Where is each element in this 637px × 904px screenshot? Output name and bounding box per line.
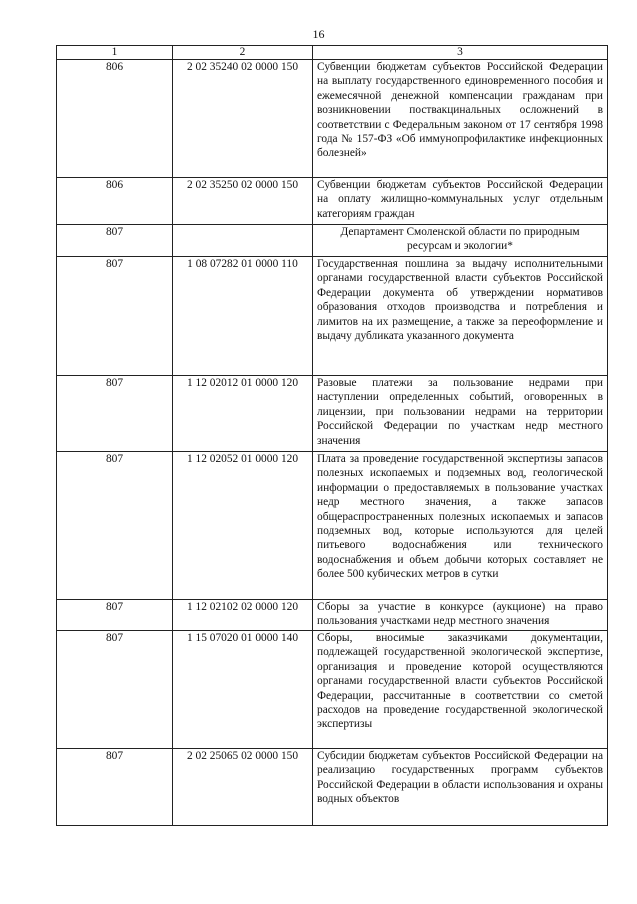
description-cell: Субсидии бюджетам субъектов Российской Федерации на реализацию государственных программ субъектов Российской Федерации в области использования и охраны водных объектов: [313, 749, 608, 826]
budget-code-cell: 2 02 35250 02 0000 150: [173, 178, 313, 225]
budget-code-cell: 1 12 02102 02 0000 120: [173, 600, 313, 631]
description-cell: Субвенции бюджетам субъектов Российской Федерации на выплату государственного единовременного пособия и ежемесячной денежной компенсации гражданам при возникновении поствакцинальных осложнений в соответствии с Федеральным законом от 17 сентября 1998 года № 157-ФЗ «Об иммунопрофилактике инфекционных болезней»: [313, 60, 608, 178]
description-cell: Сборы за участие в конкурсе (аукционе) на право пользования участками недр местного значения: [313, 600, 608, 631]
table-row: [57, 178, 608, 225]
column-header-2: 2: [173, 46, 313, 60]
description-cell: Государственная пошлина за выдачу исполнительными органами государственной власти субъектов Российской Федерации документа об утверждении нормативов образования отходов производства и потребления и лимитов на их размещение, а также за переоформление и выдачу дубликата указанного документа: [313, 257, 608, 376]
description-cell: Сборы, вносимые заказчиками документации, подлежащей государственной экологической экспертизе, организация и проведение которой осуществляются органами государственной власти субъектов Российской Федерации, рассчитанные в соответствии со сметой расходов на проведение государственной экологической экспертизы: [313, 631, 608, 749]
budget-code-cell: 1 15 07020 01 0000 140: [173, 631, 313, 749]
admin-code-cell: 807: [57, 749, 173, 826]
description-cell: Субвенции бюджетам субъектов Российской Федерации на оплату жилищно-коммунальных услуг отдельным категориям граждан: [313, 178, 608, 225]
table-header-row: [57, 46, 608, 60]
column-header-1: 1: [57, 46, 173, 60]
admin-code-cell: 807: [57, 376, 173, 452]
table-row: [57, 376, 608, 452]
table-row: [57, 225, 608, 257]
description-cell: Разовые платежи за пользование недрами при наступлении определенных событий, оговоренных в лицензии, при пользовании недрами на территории Российской Федерации по участкам недр местного значения: [313, 376, 608, 452]
revenue-codes-table: [56, 45, 608, 826]
budget-code-cell: 1 12 02012 01 0000 120: [173, 376, 313, 452]
budget-code-cell: [173, 225, 313, 257]
budget-code-cell: 2 02 35240 02 0000 150: [173, 60, 313, 178]
admin-code-cell: 806: [57, 178, 173, 225]
department-heading-cell: Департамент Смоленской области по природным ресурсам и экологии*: [313, 225, 608, 257]
table-row: [57, 452, 608, 600]
description-cell: Плата за проведение государственной экспертизы запасов полезных ископаемых и подземных вод, геологической информации о предоставляемых в пользование участках недр местного значения, а также запасов общераспространенных полезных ископаемых и запасов подземных вод, которые используются для целей питьевого водоснабжения или технического водоснабжения и объем добычи которых составляет не более 500 кубических метров в сутки: [313, 452, 608, 600]
table-row: [57, 749, 608, 826]
admin-code-cell: 806: [57, 60, 173, 178]
budget-code-cell: 2 02 25065 02 0000 150: [173, 749, 313, 826]
table-row: [57, 600, 608, 631]
column-header-3: 3: [313, 46, 608, 60]
admin-code-cell: 807: [57, 452, 173, 600]
page-number: 16: [312, 27, 325, 41]
table-row: [57, 631, 608, 749]
table-row: [57, 257, 608, 376]
budget-code-cell: 1 08 07282 01 0000 110: [173, 257, 313, 376]
table-row: [57, 60, 608, 178]
admin-code-cell: 807: [57, 600, 173, 631]
budget-code-cell: 1 12 02052 01 0000 120: [173, 452, 313, 600]
admin-code-cell: 807: [57, 631, 173, 749]
admin-code-cell: 807: [57, 225, 173, 257]
admin-code-cell: 807: [57, 257, 173, 376]
